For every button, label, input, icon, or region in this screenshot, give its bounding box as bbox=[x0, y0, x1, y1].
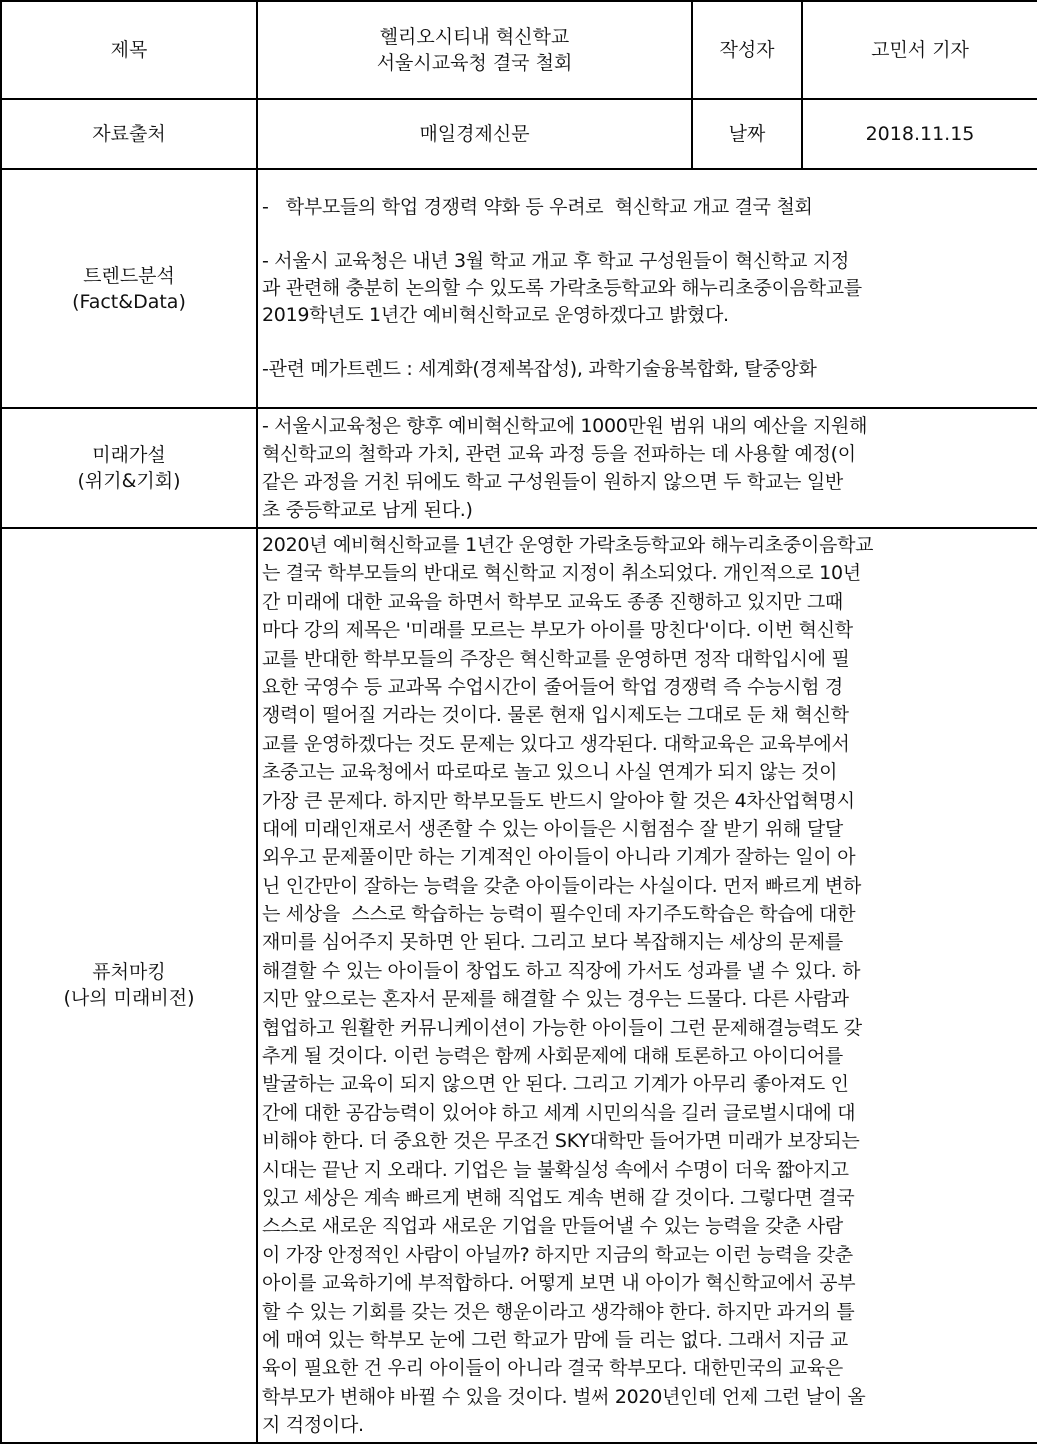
text-line: - 서울시교육청은 향후 예비혁신학교에 1000만원 범위 내의 예산을 지원해 bbox=[262, 415, 868, 437]
future-label-line: (위기&기회) bbox=[77, 470, 181, 492]
title-value bbox=[257, 1, 692, 99]
text-line: 비해야 한다. 더 중요한 것은 무조건 SKY대학만 들어가면 미래가 보장되는 bbox=[262, 1130, 860, 1153]
text-line: 쟁력이 떨어질 거라는 것이다. 물론 현재 입시제도는 그대로 둔 채 혁신학 bbox=[262, 704, 849, 727]
text-line: 외우고 문제풀이만 하는 기계적인 아이들이 아니라 기계가 잘하는 일이 아 bbox=[262, 846, 856, 869]
text-line: 스스로 새로운 직업과 새로운 기업을 만들어낼 수 있는 능력을 갖춘 사람 bbox=[262, 1215, 843, 1238]
text-line: 가장 큰 문제다. 하지만 학부모들도 반드시 알아야 할 것은 4차산업혁명시 bbox=[262, 789, 855, 812]
text-line: 발굴하는 교육이 되지 않으면 안 된다. 그리고 기계가 아무리 좋아져도 인 bbox=[262, 1073, 849, 1096]
marking-row bbox=[1, 528, 1037, 1443]
author-value: 고민서 기자 bbox=[802, 1, 1037, 99]
text-line: 협업하고 원활한 커뮤니케이션이 가능한 아이들이 그런 문제해결능력도 갖 bbox=[262, 1016, 862, 1039]
trend-label bbox=[1, 169, 257, 408]
text-line: 간 미래에 대한 교육을 하면서 학부모 교육도 종종 진행하고 있지만 그때 bbox=[262, 590, 843, 613]
text-line: 는 세상을 스스로 학습하는 능력이 필수인데 자기주도학습은 학습에 대한 bbox=[262, 903, 856, 926]
text-line: 같은 과정을 거친 뒤에도 학교 구성원들이 원하지 않으면 두 학교는 일반 bbox=[262, 471, 843, 493]
date-value: 2018.11.15 bbox=[802, 99, 1037, 169]
text-line: 초중고는 교육청에서 따로따로 놀고 있으니 사실 연계가 되지 않는 것이 bbox=[262, 761, 838, 784]
text-line: 닌 인간만이 잘하는 능력을 갖춘 아이들이라는 사실이다. 먼저 빠르게 변하 bbox=[262, 874, 862, 897]
text-line: 교를 운영하겠다는 것도 문제는 있다고 생각된다. 대학교육은 교육부에서 bbox=[262, 732, 850, 755]
date-label: 날짜 bbox=[692, 99, 802, 169]
text-line: 지만 앞으로는 혼자서 문제를 해결할 수 있는 경우는 드물다. 다른 사람과 bbox=[262, 988, 849, 1011]
text-line: 혁신학교의 철학과 가치, 관련 교육 과정 등을 전파하는 데 사용할 예정(이 bbox=[262, 443, 856, 465]
title-label: 제목 bbox=[1, 1, 257, 99]
text-line: 초 중등학교로 남게 된다.) bbox=[262, 499, 473, 521]
text-line: 재미를 심어주지 못하면 안 된다. 그리고 보다 복잡해지는 세상의 문제를 bbox=[262, 931, 843, 954]
text-line bbox=[262, 329, 1033, 356]
text-line: 2019학년도 1년간 예비혁신학교로 운영하겠다고 밝혔다. bbox=[262, 304, 729, 326]
text-line: - 학부모들의 학업 경쟁력 약화 등 우려로 혁신학교 개교 결국 철회 bbox=[262, 196, 813, 218]
future-content bbox=[257, 408, 1037, 528]
text-line: 에 매여 있는 학부모 눈에 그런 학교가 맘에 들 리는 없다. 그래서 지금 교 bbox=[262, 1328, 848, 1351]
source-value: 매일경제신문 bbox=[257, 99, 692, 169]
text-line: 학부모가 변해야 바뀔 수 있을 것이다. 벌써 2020년인데 언제 그런 날이 올 bbox=[262, 1385, 866, 1408]
text-line: 육이 필요한 건 우리 아이들이 아니라 결국 학부모다. 대한민국의 교육은 bbox=[262, 1357, 843, 1380]
future-row bbox=[1, 408, 1037, 528]
text-line: 이 가장 안정적인 사람이 아닐까? 하지만 지금의 학교는 이런 능력을 갖춘 bbox=[262, 1243, 853, 1266]
text-line: 있고 세상은 계속 빠르게 변해 직업도 계속 변해 갈 것이다. 그렇다면 결국 bbox=[262, 1186, 855, 1209]
trend-label-line: (Fact&Data) bbox=[72, 290, 186, 313]
text-line: -관련 메가트렌드 : 세계화(경제복잡성), 과학기술융복합화, 탈중앙화 bbox=[262, 358, 817, 380]
title-row bbox=[1, 1, 1037, 99]
marking-content bbox=[257, 528, 1037, 1443]
text-line bbox=[262, 221, 1033, 248]
text-line: 요한 국영수 등 교과목 수업시간이 줄어들어 학업 경쟁력 즉 수능시험 경 bbox=[262, 675, 843, 698]
text-line: 할 수 있는 기회를 갖는 것은 행운이라고 생각해야 한다. 하지만 과거의 틀 bbox=[262, 1300, 855, 1323]
trend-content bbox=[257, 169, 1037, 408]
text-line: 2020년 예비혁신학교를 1년간 운영한 가락초등학교와 해누리초중이음학교 bbox=[262, 534, 874, 556]
text-line: 간에 대한 공감능력이 있어야 하고 세계 시민의식을 길러 글로벌시대에 대 bbox=[262, 1101, 856, 1124]
text-line: 대에 미래인재로서 생존할 수 있는 아이들은 시험점수 잘 받기 위해 달달 bbox=[262, 817, 843, 840]
title-line: 서울시교육청 결국 철회 bbox=[376, 52, 573, 74]
marking-label bbox=[1, 528, 257, 1443]
marking-label-line: 퓨처마킹 bbox=[92, 961, 166, 984]
future-label-line: 미래가설 bbox=[92, 444, 166, 466]
text-line: 지 걱정이다. bbox=[262, 1414, 364, 1437]
text-line: 시대는 끝난 지 오래다. 기업은 늘 불확실성 속에서 수명이 더욱 짧아지고 bbox=[262, 1158, 849, 1181]
future-label bbox=[1, 408, 257, 528]
title-line: 헬리오시티내 혁신학교 bbox=[379, 26, 570, 48]
text-line: 교를 반대한 학부모들의 주장은 혁신학교를 운영하면 정작 대학입시에 필 bbox=[262, 647, 850, 670]
source-label: 자료출처 bbox=[1, 99, 257, 169]
text-line: 추게 될 것이다. 이런 능력은 함께 사회문제에 대해 토론하고 아이디어를 bbox=[262, 1045, 843, 1068]
trend-row bbox=[1, 169, 1037, 408]
source-row bbox=[1, 99, 1037, 169]
text-line: - 서울시 교육청은 내년 3월 학교 개교 후 학교 구성원들이 혁신학교 지정 bbox=[262, 250, 849, 272]
text-line: 아이를 교육하기에 부적합하다. 어떻게 보면 내 아이가 혁신학교에서 공부 bbox=[262, 1272, 856, 1295]
text-line: 는 결국 학부모들의 반대로 혁신학교 지정이 취소되었다. 개인적으로 10년 bbox=[262, 562, 861, 585]
text-line: 마다 강의 제목은 '미래를 모르는 부모가 아이를 망친다'이다. 이번 혁신학 bbox=[262, 619, 853, 642]
text-line: 해결할 수 있는 아이들이 창업도 하고 직장에 가서도 성과를 낼 수 있다. 하 bbox=[262, 959, 861, 982]
text-line: 과 관련해 충분히 논의할 수 있도록 가락초등학교와 해누리초중이음학교를 bbox=[262, 277, 862, 299]
marking-label-line: (나의 미래비전) bbox=[63, 987, 195, 1010]
author-label: 작성자 bbox=[692, 1, 802, 99]
trend-label-line: 트렌드분석 bbox=[83, 264, 175, 287]
